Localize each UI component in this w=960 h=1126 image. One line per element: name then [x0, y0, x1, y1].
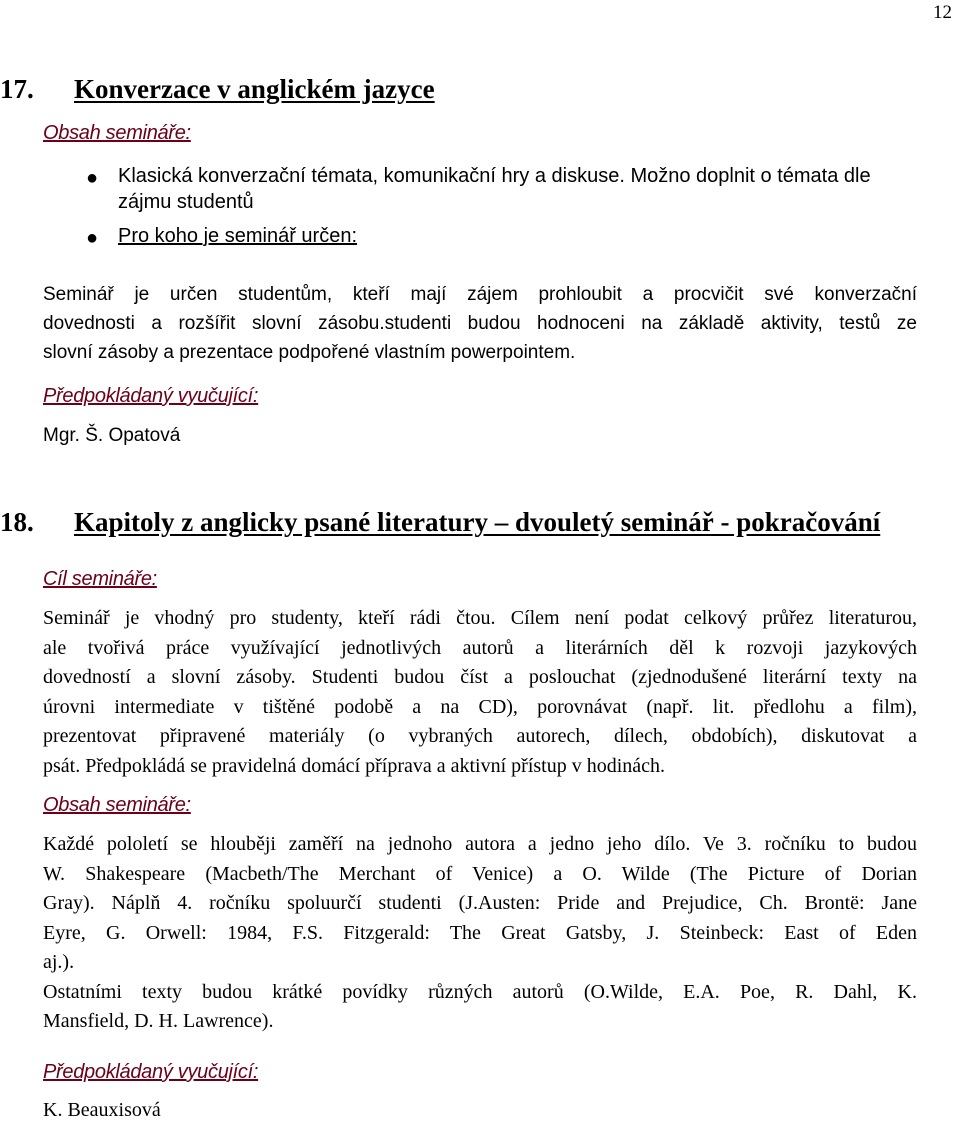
paragraph-line: Mansfield, D. H. Lawrence). — [43, 1010, 274, 1032]
section-18-title: Kapitoly z anglicky psané literatury – dvouletý seminář - pokračování — [74, 507, 881, 537]
section-17-content-heading: Obsah semináře: — [43, 122, 191, 144]
bullet-item — [0, 223, 918, 249]
paragraph-line: Seminář je určen studentům, kteří mají zájem prohloubit a procvičit své konverzační — [43, 284, 917, 305]
paragraph-line: Každé pololetí se hlouběji zaměří na jednoho autora a jedno jeho dílo. Ve 3. ročníku to budou — [43, 833, 917, 855]
paragraph-line: dovedností a slovní zásoby. Studenti budou číst a poslouchat (zjednodušené literární texty na — [43, 666, 917, 688]
section-18-goal-paragraph — [43, 604, 917, 781]
page-number: 12 — [933, 2, 952, 23]
paragraph-line: W. Shakespeare (Macbeth/The Merchant of Venice) a O. Wilde (The Picture of Dorian — [43, 862, 917, 885]
paragraph-line: úrovni intermediate v tištěné podobě a na CD), porovnávat (např. lit. předlohu a film), — [43, 695, 917, 718]
section-17-number: 17. — [0, 74, 34, 104]
section-17-teacher-heading: Předpokládaný vyučující: — [43, 385, 259, 407]
section-18-teacher-heading: Předpokládaný vyučující: — [43, 1061, 259, 1083]
section-17-paragraph — [43, 280, 917, 367]
paragraph-line: Ostatními texty budou krátké povídky různých autorů (O.Wilde, E.A. Poe, R. Dahl, K. — [43, 980, 917, 1003]
section-18-goal-heading: Cíl semináře: — [43, 568, 157, 590]
section-17-title: Konverzace v anglickém jazyce — [74, 74, 435, 104]
section-17-teacher — [43, 421, 917, 450]
bullet-text: Klasická konverzační témata, komunikační hry a diskuse. Možno doplnit o témata dle zájmu studentů — [118, 165, 871, 213]
section-18-content-paragraph — [43, 830, 917, 1037]
teacher-name: K. Beauxisová — [43, 1099, 161, 1121]
paragraph-line: prezentovat připravené materiály (o vybraných autorech, dílech, obdobích), diskutovat a — [43, 725, 917, 747]
section-17-bullet-list — [0, 163, 960, 249]
section-18-content-heading: Obsah semináře: — [43, 794, 191, 816]
paragraph-line: ale tvořivá práce využívající jednotlivých autorů a literárních děl k rozvoji jazykových — [43, 636, 917, 659]
paragraph-line: dovednosti a rozšířit slovní zásobu.studenti budou hodnoceni na základě aktivity, testů ze — [43, 313, 917, 334]
paragraph-line: slovní zásoby a prezentace podpořené vlastním powerpointem. — [43, 342, 576, 363]
bullet-dot: ● — [86, 227, 99, 249]
paragraph-line: psát. Předpokládá se pravidelná domácí příprava a aktivní přístup v hodinách. — [43, 754, 666, 777]
paragraph-line: Eyre, G. Orwell: 1984, F.S. Fitzgerald: The Great Gatsby, J. Steinbeck: East of Eden — [43, 921, 917, 944]
bullet-item — [0, 163, 918, 215]
paragraph-line: aj.). — [43, 951, 75, 973]
bullet-text: Pro koho je seminář určen: — [118, 225, 358, 247]
section-18-number: 18. — [0, 507, 34, 537]
bullet-dot: ● — [86, 167, 99, 189]
paragraph-line: Seminář je vhodný pro studenty, kteří rádi čtou. Cílem není podat celkový průřez literaturou, — [43, 607, 917, 629]
section-18-teacher — [43, 1096, 917, 1126]
teacher-name: Mgr. Š. Opatová — [43, 425, 181, 446]
paragraph-line: Gray). Náplň 4. ročníku spoluurčí studenti (J.Austen: Pride and Prejudice, Ch. Brontë: Jane — [43, 892, 917, 914]
